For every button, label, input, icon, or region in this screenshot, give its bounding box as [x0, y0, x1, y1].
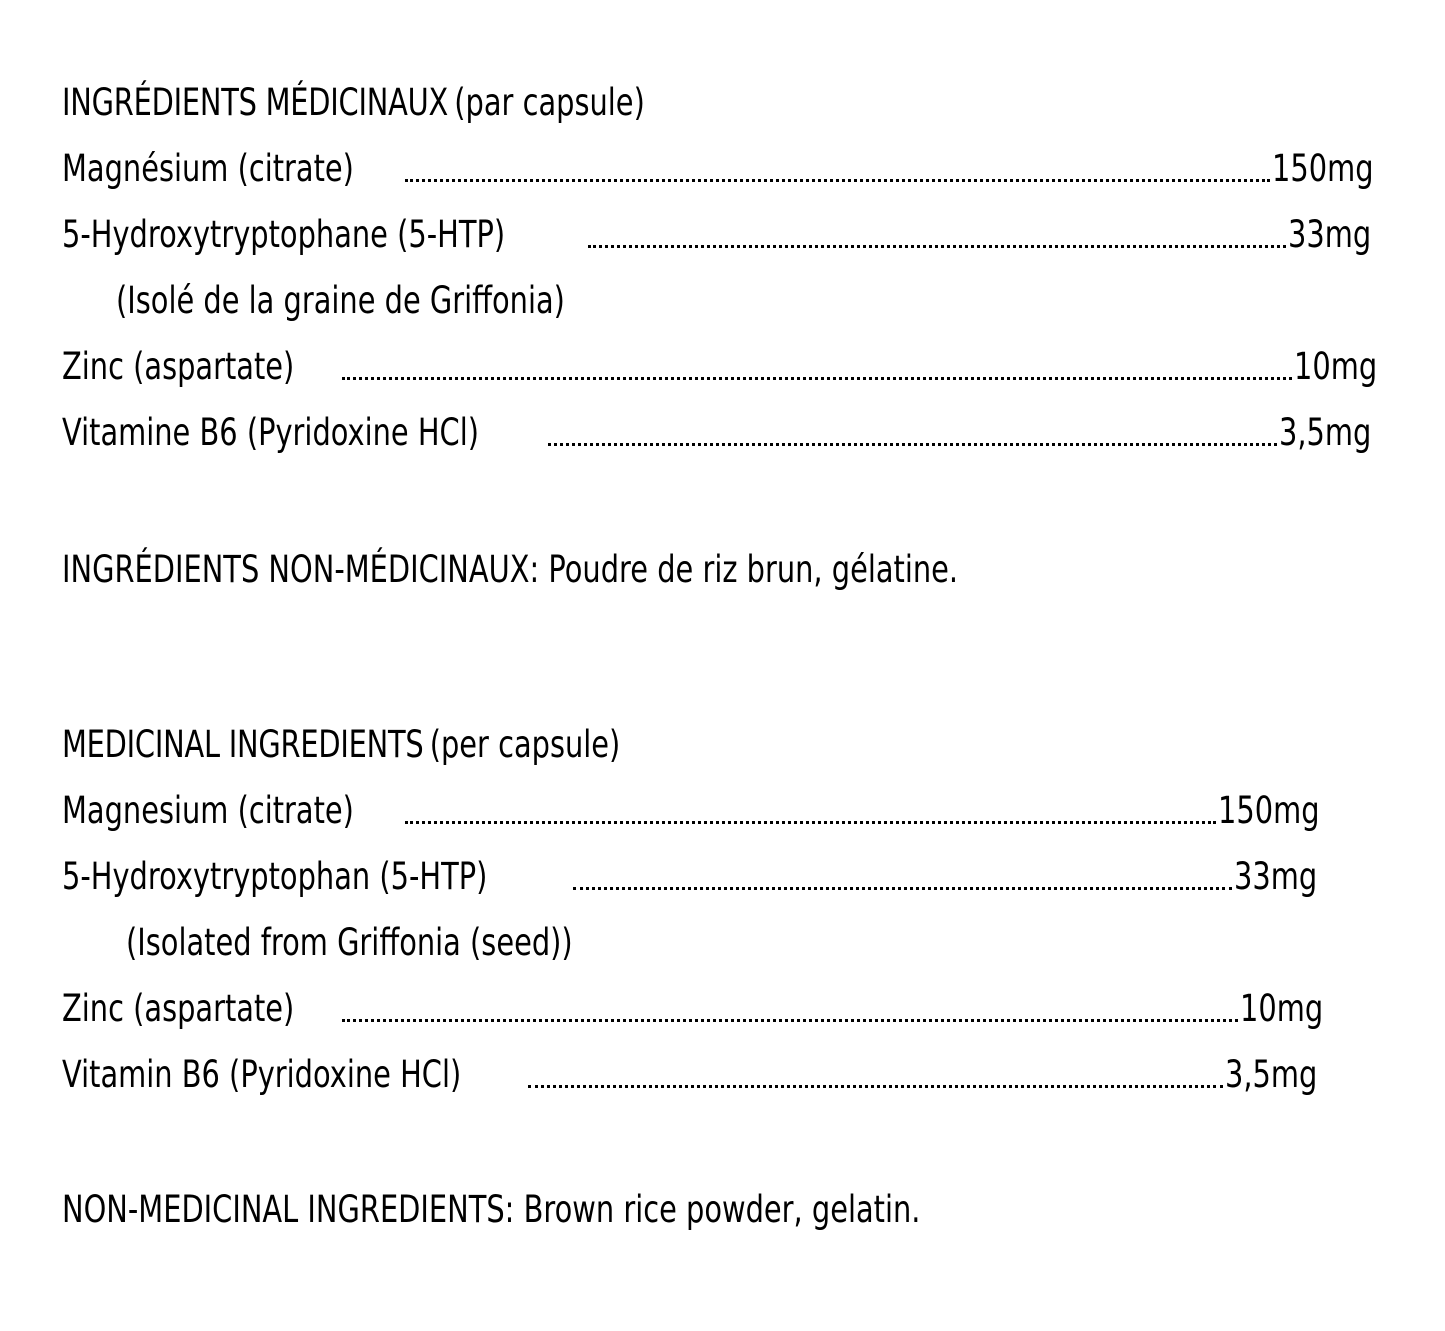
ingredient-amount: 33mg	[1288, 213, 1372, 256]
dot-leader	[528, 1083, 1223, 1088]
french-heading-title: INGRÉDIENTS MÉDICINAUX	[62, 81, 449, 124]
ingredient-amount: 10mg	[1294, 345, 1378, 388]
ingredient-name: Magnesium (citrate)	[62, 789, 354, 832]
ingredient-source-note	[62, 910, 1328, 976]
ingredient-amount: 3,5mg	[1279, 411, 1372, 454]
english-non-medicinal-label: NON-MEDICINAL INGREDIENTS:	[62, 1188, 515, 1231]
ingredient-amount: 3,5mg	[1225, 1053, 1318, 1096]
french-non-medicinal	[62, 537, 1211, 603]
ingredient-row	[62, 400, 1382, 466]
ingredient-source-note	[62, 268, 1382, 334]
dot-leader	[405, 177, 1270, 182]
ingredient-row	[62, 1042, 1328, 1108]
ingredient-row	[62, 136, 1382, 202]
french-heading	[62, 70, 1382, 136]
english-heading-note: (per capsule)	[429, 723, 621, 766]
english-heading-title: MEDICINAL INGREDIENTS	[62, 723, 424, 766]
ingredient-amount: 10mg	[1240, 987, 1324, 1030]
english-non-medicinal	[62, 1177, 1163, 1243]
dot-leader	[405, 819, 1216, 824]
ingredient-name: 5-Hydroxytryptophane (5-HTP)	[62, 213, 506, 256]
ingredient-amount: 150mg	[1218, 789, 1320, 832]
ingredient-name: Magnésium (citrate)	[62, 147, 354, 190]
ingredient-row	[62, 844, 1328, 910]
ingredient-name: 5-Hydroxytryptophan (5-HTP)	[62, 855, 488, 898]
english-non-medicinal-text: Brown rice powder, gelatin.	[523, 1188, 921, 1231]
dot-leader	[342, 375, 1292, 380]
dot-leader	[548, 441, 1277, 446]
ingredient-name: Zinc (aspartate)	[62, 345, 295, 388]
french-ingredients-section	[62, 70, 1382, 466]
ingredient-amount: 33mg	[1234, 855, 1318, 898]
ingredient-amount: 150mg	[1272, 147, 1374, 190]
ingredient-name: Vitamine B6 (Pyridoxine HCl)	[62, 411, 479, 454]
french-heading-note: (par capsule)	[454, 81, 645, 124]
ingredient-source-text: (Isolated from Griffonia (seed))	[126, 921, 573, 964]
english-ingredients-section	[62, 712, 1328, 1108]
english-heading	[62, 712, 1328, 778]
ingredient-name: Zinc (aspartate)	[62, 987, 295, 1030]
ingredient-name: Vitamin B6 (Pyridoxine HCl)	[62, 1053, 462, 1096]
dot-leader	[342, 1017, 1238, 1022]
french-non-medicinal-label: INGRÉDIENTS NON-MÉDICINAUX:	[62, 548, 540, 591]
ingredient-row	[62, 976, 1328, 1042]
dot-leader	[573, 885, 1232, 890]
ingredient-row	[62, 334, 1382, 400]
ingredient-row	[62, 202, 1382, 268]
french-non-medicinal-text: Poudre de riz brun, gélatine.	[548, 548, 959, 591]
dot-leader	[588, 243, 1286, 248]
ingredient-source-text: (Isolé de la graine de Griffonia)	[116, 279, 565, 322]
ingredient-row	[62, 778, 1328, 844]
